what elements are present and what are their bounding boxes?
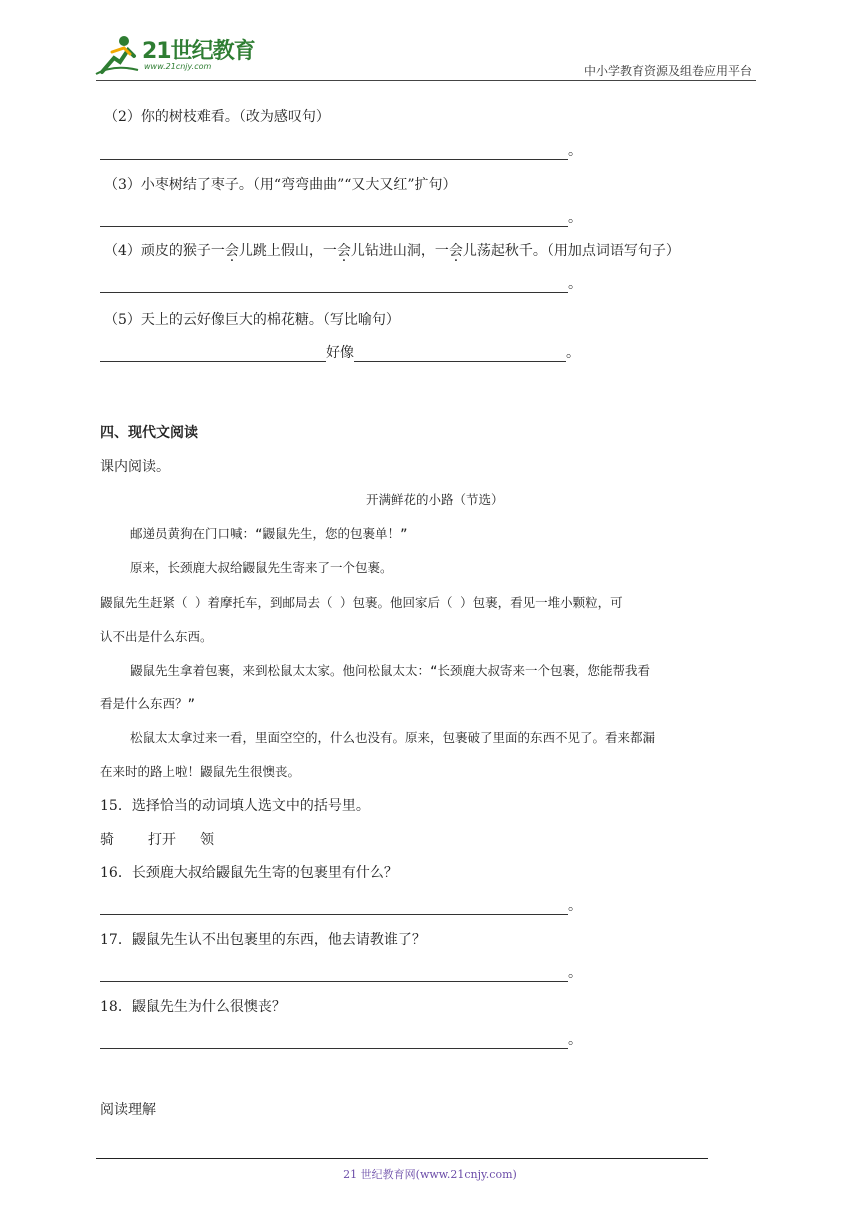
- passage-paragraph: 看是什么东西？”: [100, 696, 196, 711]
- answer-line-17: 。: [100, 962, 582, 982]
- header-divider: [96, 80, 756, 81]
- footer-site[interactable]: 21 世纪教育网(www.21cnjy.com): [343, 1168, 517, 1181]
- passage-title: 开满鲜花的小路（节选）: [366, 492, 504, 507]
- section-intro: 课内阅读。: [100, 459, 170, 475]
- question-18: 18．鼹鼠先生为什么很懊丧？: [100, 999, 286, 1015]
- question-17: 17．鼹鼠先生认不出包裹里的东西，他去请教谁了？: [100, 932, 426, 948]
- passage-paragraph: 鼹鼠先生拿着包裹，来到松鼠太太家。他问松鼠太太：“长颈鹿大叔寄来一个包裹，您能帮我看: [130, 663, 651, 678]
- footer-divider: [96, 1158, 708, 1159]
- question-2: （2）你的树枝难看。（改为感叹句）: [104, 109, 330, 125]
- passage-paragraph: 原来，长颈鹿大叔给鼹鼠先生寄来了一个包裹。: [130, 560, 393, 575]
- passage-paragraph: 鼹鼠先生赶紧（ ）着摩托车，到邮局去（ ）包裹。他回家后（ ）包裹，看见一堆小颗粒，可: [100, 595, 623, 610]
- section-title: 四、现代文阅读: [100, 425, 198, 441]
- verb-option: 领: [200, 832, 214, 848]
- logo-text: 21世纪教育: [142, 39, 255, 64]
- passage-paragraph: 邮递员黄狗在门口喊：“鼹鼠先生，您的包裹单！”: [130, 526, 408, 541]
- dotted-word: 一会儿: [434, 243, 477, 259]
- verb-options: [100, 829, 214, 849]
- logo: [94, 32, 264, 80]
- question-16: 16．长颈鹿大叔给鼹鼠先生寄的包裹里有什么？: [100, 865, 398, 881]
- answer-line-18: 。: [100, 1029, 582, 1049]
- answer-line-3: 。: [100, 207, 582, 227]
- passage-paragraph: 在来时的路上啦！鼹鼠先生很懊丧。: [100, 764, 301, 779]
- passage-paragraph: 松鼠太太拿过来一看，里面空空的，什么也没有。原来，包裹破了里面的东西不见了。看来都漏: [130, 730, 656, 745]
- dotted-word: 一会儿: [322, 243, 365, 259]
- answer-line-4: 。: [100, 273, 582, 293]
- passage-paragraph: 认不出是什么东西。: [100, 629, 213, 644]
- runner-logo-icon: [94, 34, 142, 76]
- question-5: （5）天上的云好像巨大的棉花糖。（写比喻句）: [104, 312, 400, 328]
- verb-option: 打开: [148, 832, 176, 848]
- question-15: 15．选择恰当的动词填人选文中的括号里。: [100, 798, 370, 814]
- platform-name: 中小学教育资源及组卷应用平台: [583, 64, 752, 78]
- answer-line-2: 。: [100, 140, 582, 160]
- footer-label: 阅读理解: [100, 1102, 156, 1118]
- verb-option: 骑: [100, 832, 114, 848]
- answer-line-5: 好像 。: [100, 342, 580, 362]
- logo-url: www.21cnjy.com: [144, 62, 212, 71]
- question-3: （3）小枣树结了枣子。（用“弯弯曲曲”“又大又红”扩句）: [104, 177, 457, 193]
- dotted-word: 一会儿: [210, 243, 253, 259]
- answer-line-16: 。: [100, 895, 582, 915]
- question-4: （4）顽皮的猴子一会儿跳上假山，一会儿钻进山洞，一会儿荡起秋千。（用加点词语写句子）: [104, 243, 680, 259]
